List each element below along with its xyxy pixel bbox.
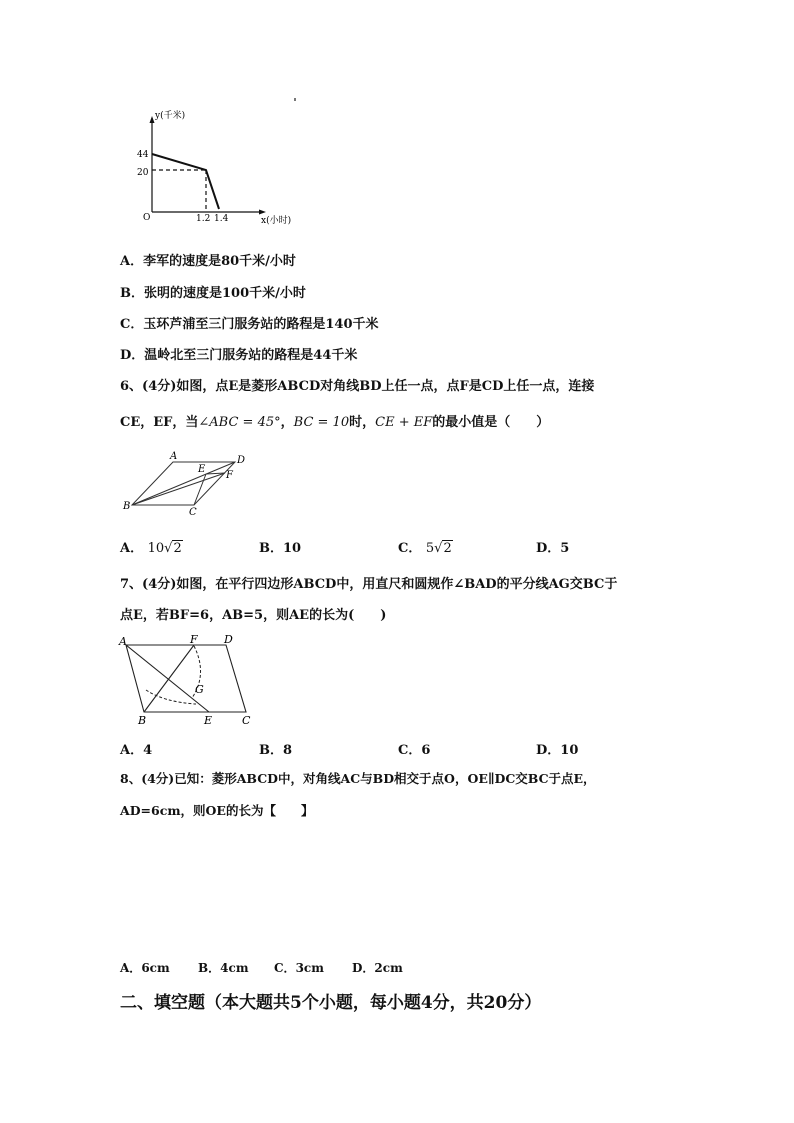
q6-option-d <box>536 537 569 556</box>
q7-option-c <box>398 739 430 758</box>
q7-stem-line1: 7、(4分)如图，在平行四边形ABCD中，用直尺和圆规作∠BAD的平分线AG交BC于 <box>120 577 618 592</box>
option-value: 5 <box>560 541 570 556</box>
option-value: 3cm <box>295 961 324 975</box>
x-tick-1.4: 1.4 <box>214 214 229 224</box>
x-tick-1.2: 1.2 <box>196 214 211 224</box>
sqrt-radicand: 2 <box>173 541 182 556</box>
q8-stem-line1: 8、(4分)已知：菱形ABCD中，对角线AC与BD相交于点O，OE∥DC交BC于点E， <box>120 771 596 786</box>
section-heading-fill-in: 二、填空题（本大题共5个小题，每小题4分，共20分） <box>120 993 542 1013</box>
option-value: 8 <box>283 743 293 758</box>
option-value: 6 <box>421 743 431 758</box>
option-letter: A． <box>120 254 144 269</box>
diagonal-bd <box>132 462 235 505</box>
q8-stem-line2: AD=6cm，则OE的长为【 】 <box>120 803 314 818</box>
option-letter: B． <box>259 541 283 556</box>
option-letter: A． <box>120 961 142 975</box>
q6-bc-expr: BC = 10 <box>293 415 350 430</box>
option-letter: D． <box>120 348 145 363</box>
option-value: 10√2 <box>147 541 182 556</box>
q5-option-d <box>120 344 357 363</box>
option-letter: A． <box>120 743 144 758</box>
option-letter: D． <box>352 961 375 975</box>
q6-sum-expr: CE + EF <box>375 415 433 430</box>
label-e: E <box>204 714 213 726</box>
y-axis-label: y(千米) <box>155 111 186 121</box>
option-letter: C． <box>120 317 144 332</box>
label-d: D <box>237 455 246 466</box>
q6-stem-line2 <box>120 411 549 430</box>
label-a: A <box>170 451 178 462</box>
x-axis-label: x(小时) <box>261 216 292 226</box>
y-tick-20: 20 <box>137 168 149 178</box>
y-axis-arrow <box>150 116 155 123</box>
q6-option-c <box>398 537 453 556</box>
label-e: E <box>198 464 206 475</box>
option-value: 5√2 <box>425 541 452 556</box>
q6-option-a <box>120 537 183 556</box>
segment-bf <box>132 473 225 505</box>
q6-text-c: 的最小值是（ ） <box>432 415 550 430</box>
q6-sep: ， <box>280 415 294 430</box>
label-c: C <box>242 714 251 726</box>
option-value: 6cm <box>141 961 170 975</box>
option-letter: A． <box>120 541 144 556</box>
label-c: C <box>189 507 197 518</box>
x-axis-arrow <box>259 210 266 215</box>
segment-ae <box>126 645 209 712</box>
label-d: D <box>224 633 233 646</box>
q5-option-c <box>120 313 379 332</box>
option-letter: B． <box>120 286 144 301</box>
compass-arc-b <box>146 690 196 704</box>
option-text: 李军的速度是80千米/小时 <box>143 254 296 269</box>
option-value: 4 <box>143 743 153 758</box>
option-letter: C． <box>398 743 422 758</box>
q8-option-b <box>198 959 249 976</box>
q7-option-b <box>259 739 292 758</box>
q6-stem-line1: 6、(4分)如图，点E是菱形ABCD对角线BD上任一点，点F是CD上任一点，连接 <box>120 379 595 394</box>
option-text: 温岭北至三门服务站的路程是44千米 <box>144 348 358 363</box>
label-b: B <box>138 714 147 726</box>
q5-option-b <box>120 282 306 301</box>
q8-option-c <box>274 959 324 976</box>
distance-line <box>152 154 219 209</box>
option-letter: B． <box>259 743 283 758</box>
q8-option-d <box>352 959 403 976</box>
label-a: A <box>119 635 127 648</box>
parallelogram-figure <box>116 632 262 726</box>
label-f: F <box>190 633 198 646</box>
q6-text-a: CE，EF，当 <box>120 415 199 430</box>
label-g: G <box>195 683 204 696</box>
rhombus-figure <box>118 448 258 520</box>
q7-option-a <box>120 739 152 758</box>
y-tick-44: 44 <box>137 150 149 160</box>
option-value: 4cm <box>220 961 249 975</box>
q5-option-a <box>120 250 296 269</box>
q6-option-b <box>259 537 301 556</box>
q6-angle-expr: ∠ABC = 45° <box>198 415 281 430</box>
q8-option-a <box>120 959 170 976</box>
sqrt-coef: 10 <box>147 541 165 556</box>
option-text: 玉环芦浦至三门服务站的路程是140千米 <box>143 317 379 332</box>
option-value: 10 <box>560 743 579 758</box>
option-letter: C． <box>274 961 296 975</box>
q7-stem-line2: 点E，若BF=6，AB=5，则AE的长为( ) <box>120 608 387 623</box>
scan-speck <box>294 98 296 101</box>
label-f: F <box>226 470 233 481</box>
option-letter: D． <box>536 743 561 758</box>
q7-option-d <box>536 739 578 758</box>
label-b: B <box>123 501 131 512</box>
sqrt-coef: 5 <box>425 541 435 556</box>
option-letter: B． <box>198 961 221 975</box>
option-text: 张明的速度是100千米/小时 <box>144 286 306 301</box>
segment-bf <box>144 645 194 712</box>
option-letter: D． <box>536 541 561 556</box>
origin-label: O <box>143 213 151 223</box>
option-value: 10 <box>283 541 302 556</box>
q6-text-b: 时， <box>349 415 376 430</box>
distance-time-graph <box>130 98 305 230</box>
option-letter: C． <box>398 541 422 556</box>
sqrt-radicand: 2 <box>443 541 452 556</box>
option-value: 2cm <box>374 961 403 975</box>
